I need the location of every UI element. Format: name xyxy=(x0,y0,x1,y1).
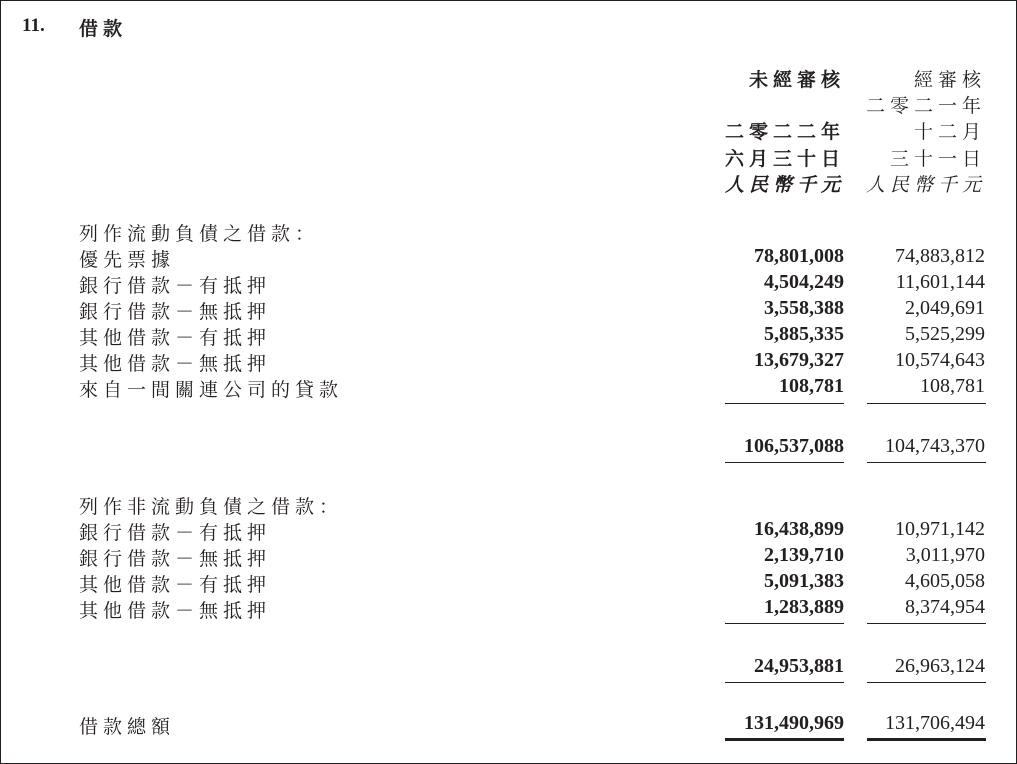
total-double-underline xyxy=(867,738,986,741)
row-label: 銀行借款－有抵押 xyxy=(79,275,272,297)
current-column-status: 未經審核 xyxy=(748,69,845,91)
prior-column-date: 十二月 xyxy=(913,121,986,143)
row-label: 其他借款－無抵押 xyxy=(79,600,272,622)
row-prior-value: 11,601,144 xyxy=(895,271,985,293)
prior-column-unit: 人民幣千元 xyxy=(865,174,986,196)
row-prior-value: 4,605,058 xyxy=(905,570,985,592)
prior-column-date2: 三十一日 xyxy=(889,148,986,170)
subtotal-rule xyxy=(867,403,986,404)
subtotal-rule xyxy=(725,403,844,404)
row-label: 其他借款－無抵押 xyxy=(79,353,272,375)
row-prior-value: 8,374,954 xyxy=(905,596,985,618)
row-label: 銀行借款－無抵押 xyxy=(79,301,272,323)
subtotal-underline xyxy=(725,682,844,683)
row-current-value: 2,139,710 xyxy=(764,544,844,566)
total-current: 131,490,969 xyxy=(744,712,844,734)
row-current-value: 5,885,335 xyxy=(764,323,844,345)
prior-column-year: 二零二一年 xyxy=(865,95,986,117)
subtotal-rule xyxy=(725,623,844,624)
row-current-value: 108,781 xyxy=(779,375,844,397)
current-subtotal-prior: 104,743,370 xyxy=(885,435,985,457)
subtotal-underline xyxy=(867,462,986,463)
row-label: 銀行借款－無抵押 xyxy=(79,548,272,570)
row-prior-value: 108,781 xyxy=(920,375,985,397)
row-label: 其他借款－有抵押 xyxy=(79,574,272,596)
noncurrent-subtotal-prior: 26,963,124 xyxy=(895,655,985,677)
row-current-value: 78,801,008 xyxy=(754,245,844,267)
row-prior-value: 10,574,643 xyxy=(895,349,985,371)
row-current-value: 5,091,383 xyxy=(764,570,844,592)
current-column-date: 六月三十日 xyxy=(724,148,845,170)
row-label: 來自一間關連公司的貸款 xyxy=(79,379,344,401)
prior-column-status: 經審核 xyxy=(913,69,986,91)
row-current-value: 1,283,889 xyxy=(764,596,844,618)
current-column-year: 二零二二年 xyxy=(724,121,845,143)
note-number: 11. xyxy=(22,15,45,36)
row-label: 優先票據 xyxy=(79,249,176,271)
subtotal-rule xyxy=(867,623,986,624)
total-double-underline xyxy=(725,738,844,741)
row-prior-value: 10,971,142 xyxy=(895,518,985,540)
current-subtotal-current: 106,537,088 xyxy=(744,435,844,457)
noncurrent-subtotal-current: 24,953,881 xyxy=(754,655,844,677)
row-prior-value: 5,525,299 xyxy=(905,323,985,345)
row-current-value: 16,438,899 xyxy=(754,518,844,540)
row-label: 銀行借款－有抵押 xyxy=(79,522,272,544)
noncurrent-section-heading: 列作非流動負債之借款： xyxy=(79,496,344,518)
row-current-value: 4,504,249 xyxy=(764,271,844,293)
note-title: 借款 xyxy=(79,18,128,40)
row-current-value: 3,558,388 xyxy=(764,297,844,319)
total-prior: 131,706,494 xyxy=(885,712,985,734)
current-section-heading: 列作流動負債之借款： xyxy=(79,223,320,245)
subtotal-underline xyxy=(867,682,986,683)
total-label: 借款總額 xyxy=(79,716,176,738)
row-prior-value: 74,883,812 xyxy=(895,245,985,267)
current-column-unit: 人民幣千元 xyxy=(724,174,845,196)
subtotal-underline xyxy=(725,462,844,463)
row-current-value: 13,679,327 xyxy=(754,349,844,371)
row-label: 其他借款－有抵押 xyxy=(79,327,272,349)
row-prior-value: 3,011,970 xyxy=(905,544,985,566)
row-prior-value: 2,049,691 xyxy=(905,297,985,319)
